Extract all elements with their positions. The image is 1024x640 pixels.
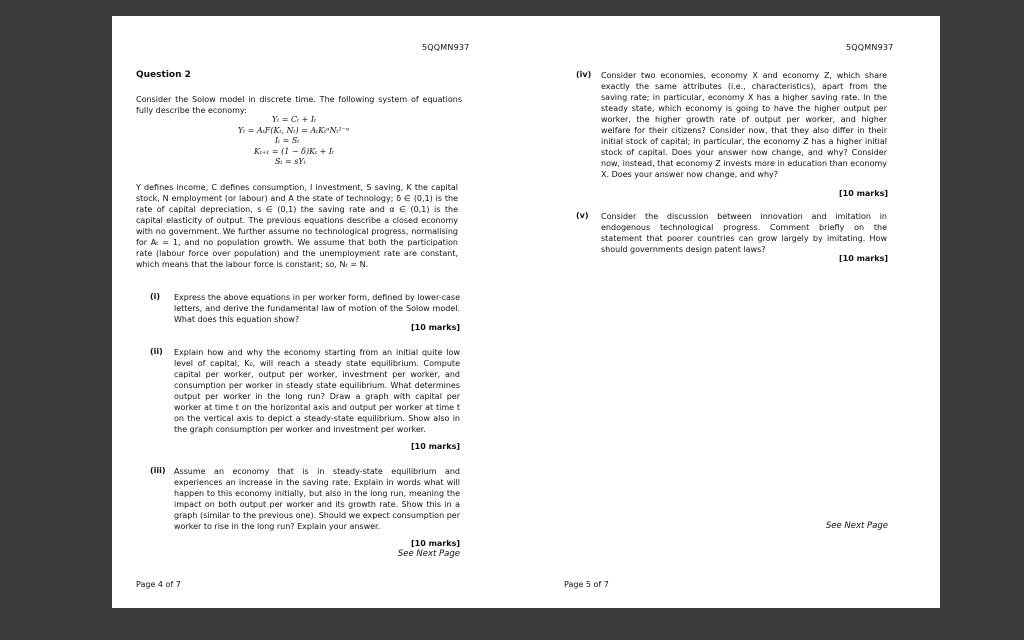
question-text: Explain how and why the economy starting from an initial quite low level of capital, K₀, will reach a steady state equilibrium. Compute capital per worker, output per worker, investment per worker, and consumption per worker in steady state equilibrium. What determines output per worker in the long run? Draw a graph with capital per worker at time t on the horizontal axis and output per worker at time t on the vertical axis to depict a steady-state equilibrium. Show also in the graph consumption per worker and investment per worker. [174, 348, 460, 434]
page-footer: Page 5 of 7 [564, 580, 609, 589]
question-number: (ii) [150, 347, 163, 356]
equation-system [238, 115, 349, 168]
page-code-header: 5QQMN937 [846, 43, 894, 52]
marks-label: [10 marks] [839, 254, 888, 263]
equation-3: Iₜ = Sₜ [275, 136, 300, 145]
question-title: Question 2 [136, 70, 191, 80]
marks-label: [10 marks] [411, 442, 460, 451]
see-next-page: See Next Page [397, 549, 460, 559]
equation-5: Sₜ = sYₜ [275, 157, 306, 166]
question-text: Assume an economy that is in steady-state equilibrium and experiences an increase in the saving rate. Explain in words what will happen to this economy initially, but also in the long run, meaning the impact on both output per worker and its growth rate. Show this in a graph (similar to the previous one). Should we expect consumption per worker to rise in the long run? Explain your answer. [174, 467, 460, 531]
equation-1: Yₜ = Cₜ + Iₜ [272, 115, 317, 124]
marks-label: [10 marks] [839, 189, 888, 198]
see-next-page: See Next Page [825, 521, 888, 531]
page-code-header: 5QQMN937 [422, 43, 470, 52]
question-number: (iii) [150, 466, 166, 475]
question-number: (v) [576, 211, 589, 220]
intro-paragraph: Consider the Solow model in discrete time. The following system of equations fully describe the economy: [136, 95, 462, 115]
page-footer: Page 4 of 7 [136, 580, 181, 589]
document-page-left [112, 16, 512, 608]
marks-label: [10 marks] [411, 539, 460, 548]
document-page-right [512, 16, 940, 608]
definitions-paragraph: Y defines income, C defines consumption, I investment, S saving, K the capital stock, N employment (or labour) and A the state of technology; δ ∈ (0,1) is the rate of capital depreciation, s ∈ (0,1) the saving rate and α ∈ (0,1) is the capital elasticity of output. The previous equations describe a closed economy with no government. We further assume no technological progress, normalising for Aₜ = 1, and no population growth. We assume that both the participation rate (labour force over population) and the unemployment rate are constant, which means that the labour force is constant; so, Nₜ = N. [136, 183, 458, 269]
equation-4: Kₜ₊₁ = (1 − δ)Kₜ + Iₜ [254, 146, 334, 156]
question-number: (iv) [576, 70, 592, 79]
marks-label: [10 marks] [411, 323, 460, 332]
question-text: Consider the discussion between innovation and imitation in endogenous technological progress. Comment briefly on the statement that poorer countries can grow largely by imitating. How should governments design patent laws? [601, 212, 887, 254]
question-number: (i) [150, 292, 161, 301]
question-text: Consider two economies, economy X and economy Z, which share exactly the same attributes (i.e., characteristics), apart from the saving rate; in particular, economy X has a higher saving rate. In the steady state, which economy is going to have the higher output per worker, the higher growth rate of output per worker, and higher welfare for their citizens? Consider now, that they also differ in their initial stock of capital; in particular, the economy Z has a higher initial stock of capital. Does your answer now change, and why? Consider now, instead, that economy Z invests more in education than economy X. Does your answer now change, and why? [601, 71, 887, 179]
question-text: Express the above equations in per worker form, defined by lower-case letters, and derive the fundamental law of motion of the Solow model. What does this equation show? [174, 293, 460, 324]
equation-2: Yₜ = AₜF(Kₜ, Nₜ) = AₜKₜᵅNₜ¹⁻ᵅ [238, 125, 350, 135]
